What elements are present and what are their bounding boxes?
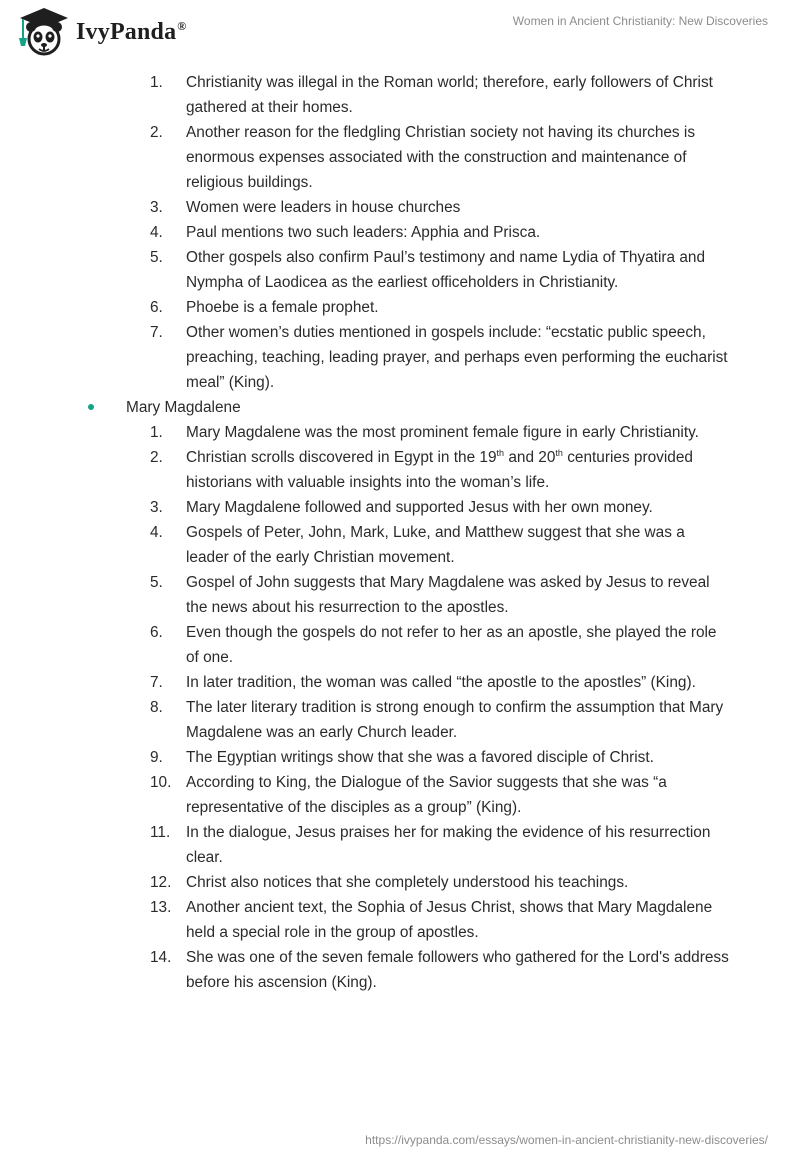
- item-text: Another reason for the fledgling Christian society not having its churches is enormous expenses associated with the construction and maintenance of religious buildings.: [186, 124, 696, 191]
- essay-content: [0, 70, 800, 995]
- item-number: 14.: [150, 949, 172, 966]
- item-number: 6.: [150, 624, 163, 641]
- list-item: [0, 195, 800, 220]
- list-item: [0, 495, 800, 520]
- item-number: 8.: [150, 699, 163, 716]
- list-item: [0, 895, 800, 945]
- item-number: 10.: [150, 774, 172, 791]
- source-url-link[interactable]: https://ivypanda.com/essays/women-in-ancient-christianity-new-discoveries/: [365, 1133, 768, 1147]
- text-part: and 20: [504, 449, 556, 466]
- item-text: Even though the gospels do not refer to her as an apostle, she played the role of one.: [186, 624, 717, 666]
- mary-magdalene-list: [0, 420, 800, 995]
- list-item: [0, 570, 800, 620]
- list-item: [0, 670, 800, 695]
- list-item: [0, 870, 800, 895]
- item-number: 2.: [150, 449, 163, 466]
- list-item: [0, 820, 800, 870]
- text-part: Christian scrolls discovered in Egypt in the 19: [186, 449, 497, 466]
- item-number: 7.: [150, 674, 163, 691]
- superscript: th: [496, 447, 505, 458]
- list-item: [0, 770, 800, 820]
- item-number: 3.: [150, 199, 163, 216]
- item-text: Christ also notices that she completely understood his teachings.: [186, 874, 629, 891]
- logo-wordmark: [76, 19, 186, 46]
- house-churches-list: [0, 70, 800, 395]
- superscript: th: [555, 447, 563, 458]
- list-item: [0, 295, 800, 320]
- section-heading-mary-magdalene: [0, 395, 800, 420]
- item-text: Other women’s duties mentioned in gospels include: “ecstatic public speech, preaching, teaching, leading prayer, and perhaps even performing the eucharist meal” (King).: [186, 324, 728, 391]
- item-number: 11.: [150, 824, 171, 841]
- item-text: Women were leaders in house churches: [186, 199, 461, 216]
- list-item: [0, 320, 800, 395]
- list-item: [0, 945, 800, 995]
- item-number: 13.: [150, 899, 172, 916]
- item-text: In later tradition, the woman was called “the apostle to the apostles” (King).: [186, 674, 696, 691]
- item-text: Gospel of John suggests that Mary Magdalene was asked by Jesus to reveal the news about his resurrection to the apostles.: [186, 574, 710, 616]
- document-title: Women in Ancient Christianity: New Discoveries: [512, 14, 768, 28]
- logo-name: IvyPanda: [76, 18, 177, 45]
- item-number: 7.: [150, 324, 163, 341]
- list-item: [0, 695, 800, 745]
- bullet-dot-icon: [88, 404, 94, 410]
- page-header: [0, 0, 800, 62]
- item-number: 5.: [150, 249, 163, 266]
- item-text: Other gospels also confirm Paul’s testimony and name Lydia of Thyatira and Nympha of Laodicea as the earliest officeholders in Christianity.: [186, 249, 705, 291]
- item-text: Gospels of Peter, John, Mark, Luke, and Matthew suggest that she was a leader of the early Christian movement.: [186, 524, 685, 566]
- item-number: 4.: [150, 524, 163, 541]
- item-text: Another ancient text, the Sophia of Jesus Christ, shows that Mary Magdalene held a special role in the group of apostles.: [186, 899, 713, 941]
- item-text: Mary Magdalene followed and supported Jesus with her own money.: [186, 499, 653, 516]
- ivypanda-logo[interactable]: [14, 6, 214, 58]
- item-text: Christianity was illegal in the Roman world; therefore, early followers of Christ gathered at their homes.: [186, 74, 713, 116]
- section-label: Mary Magdalene: [126, 399, 241, 416]
- list-item: [0, 120, 800, 195]
- item-number: 6.: [150, 299, 163, 316]
- list-item: [0, 620, 800, 670]
- list-item: [0, 745, 800, 770]
- item-number: 5.: [150, 574, 163, 591]
- item-text: The later literary tradition is strong enough to confirm the assumption that Mary Magdalene was an early Church leader.: [186, 699, 724, 741]
- panda-logo-icon: [14, 6, 72, 58]
- item-number: 9.: [150, 749, 163, 766]
- list-item: [0, 70, 800, 120]
- item-text: Mary Magdalene was the most prominent female figure in early Christianity.: [186, 424, 699, 441]
- list-item: [0, 420, 800, 445]
- item-number: 1.: [150, 424, 163, 441]
- registered-mark: ®: [177, 18, 187, 33]
- item-text: Paul mentions two such leaders: Apphia and Prisca.: [186, 224, 541, 241]
- item-text: The Egyptian writings show that she was a favored disciple of Christ.: [186, 749, 654, 766]
- item-text: According to King, the Dialogue of the Savior suggests that she was “a representative of the disciples as a group” (King).: [186, 774, 667, 816]
- item-text: She was one of the seven female followers who gathered for the Lord's address before his ascension (King).: [186, 949, 729, 991]
- item-text: [186, 449, 693, 491]
- item-text: In the dialogue, Jesus praises her for making the evidence of his resurrection clear.: [186, 824, 711, 866]
- item-number: 2.: [150, 124, 163, 141]
- item-text: Phoebe is a female prophet.: [186, 299, 379, 316]
- list-item: [0, 220, 800, 245]
- item-number: 1.: [150, 74, 163, 91]
- item-number: 4.: [150, 224, 163, 241]
- item-number: 12.: [150, 874, 172, 891]
- list-item: [0, 245, 800, 295]
- section-bullet-list: [0, 395, 800, 420]
- list-item: [0, 445, 800, 495]
- text-part: centuries provided historians with valuable insights into the woman’s life.: [186, 449, 693, 491]
- item-number: 3.: [150, 499, 163, 516]
- list-item: [0, 520, 800, 570]
